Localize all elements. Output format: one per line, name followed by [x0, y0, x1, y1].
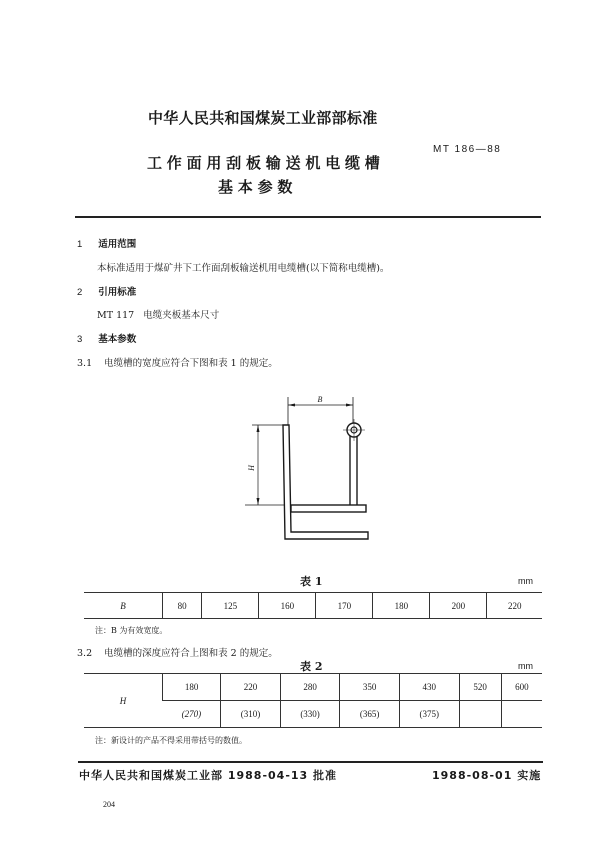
section-3-heading: 3 基本参数	[77, 334, 137, 345]
table-cell	[459, 701, 501, 728]
footer-divider	[78, 761, 543, 763]
section-1-body: 本标准适用于煤矿井下工作面刮板输送机用电缆槽(以下简称电缆槽)。	[97, 263, 390, 274]
table-row	[84, 674, 542, 701]
dimension-label-b: B	[317, 395, 323, 404]
table-2-note: 注：新设计的产品不得采用带括号的数值。	[95, 736, 247, 745]
section-1-heading: 1 适用范围	[77, 239, 137, 250]
approval-line: 中华人民共和国煤炭工业部 1988-04-13 批准	[79, 769, 338, 782]
table-cell	[501, 701, 542, 728]
section-2-heading: 2 引用标准	[77, 287, 137, 298]
section-3-1: 3.1 电缆槽的宽度应符合下图和表 1 的规定。	[77, 358, 278, 369]
table-2-caption: 表 2	[300, 660, 323, 673]
table-cell: 170	[316, 593, 373, 619]
table-cell: 220	[487, 593, 542, 619]
table-cell: 430	[399, 674, 459, 701]
dimension-label-h: H	[247, 465, 256, 471]
section-3-2: 3.2 电缆槽的深度应符合上图和表 2 的规定。	[77, 648, 278, 659]
table-cell: 280	[280, 674, 340, 701]
table-cell: (365)	[340, 701, 400, 728]
table-1-caption: 表 1	[300, 575, 323, 588]
standard-code: MT 186—88	[433, 144, 502, 155]
table-cell: 180	[163, 674, 221, 701]
table-cell: (270)	[181, 709, 202, 719]
document-title: 工作面用刮板输送机电缆槽	[147, 154, 385, 172]
header-divider	[75, 216, 541, 218]
issuing-organization: 中华人民共和国煤炭工业部部标准	[148, 109, 378, 127]
table-cell: 160	[259, 593, 316, 619]
table-cell: 600	[501, 674, 542, 701]
table-1	[84, 592, 542, 619]
document-subtitle: 基本参数	[218, 178, 298, 196]
table-cell: 200	[430, 593, 487, 619]
table-1-unit: mm	[518, 576, 533, 586]
table-cell: (330)	[280, 701, 340, 728]
table-cell: 125	[202, 593, 259, 619]
cable-trough-diagram	[240, 385, 380, 555]
table-2-unit: mm	[518, 661, 533, 671]
table-cell: (310)	[221, 701, 281, 728]
page-number: 204	[103, 800, 115, 809]
table-2	[84, 673, 542, 728]
table-1-note: 注：B 为有效宽度。	[95, 626, 168, 635]
table-cell: (375)	[399, 701, 459, 728]
table-cell: 350	[340, 674, 400, 701]
table-cell: 180	[373, 593, 430, 619]
table-cell: 80	[163, 593, 202, 619]
table-row	[84, 593, 542, 619]
table-cell: 520	[459, 674, 501, 701]
row-label: H	[119, 695, 127, 706]
table-cell: 220	[221, 674, 281, 701]
effective-date: 1988-08-01 实施	[432, 769, 542, 782]
row-label: B	[120, 600, 126, 611]
section-2-body: MT 117 电缆夹板基本尺寸	[97, 310, 220, 321]
